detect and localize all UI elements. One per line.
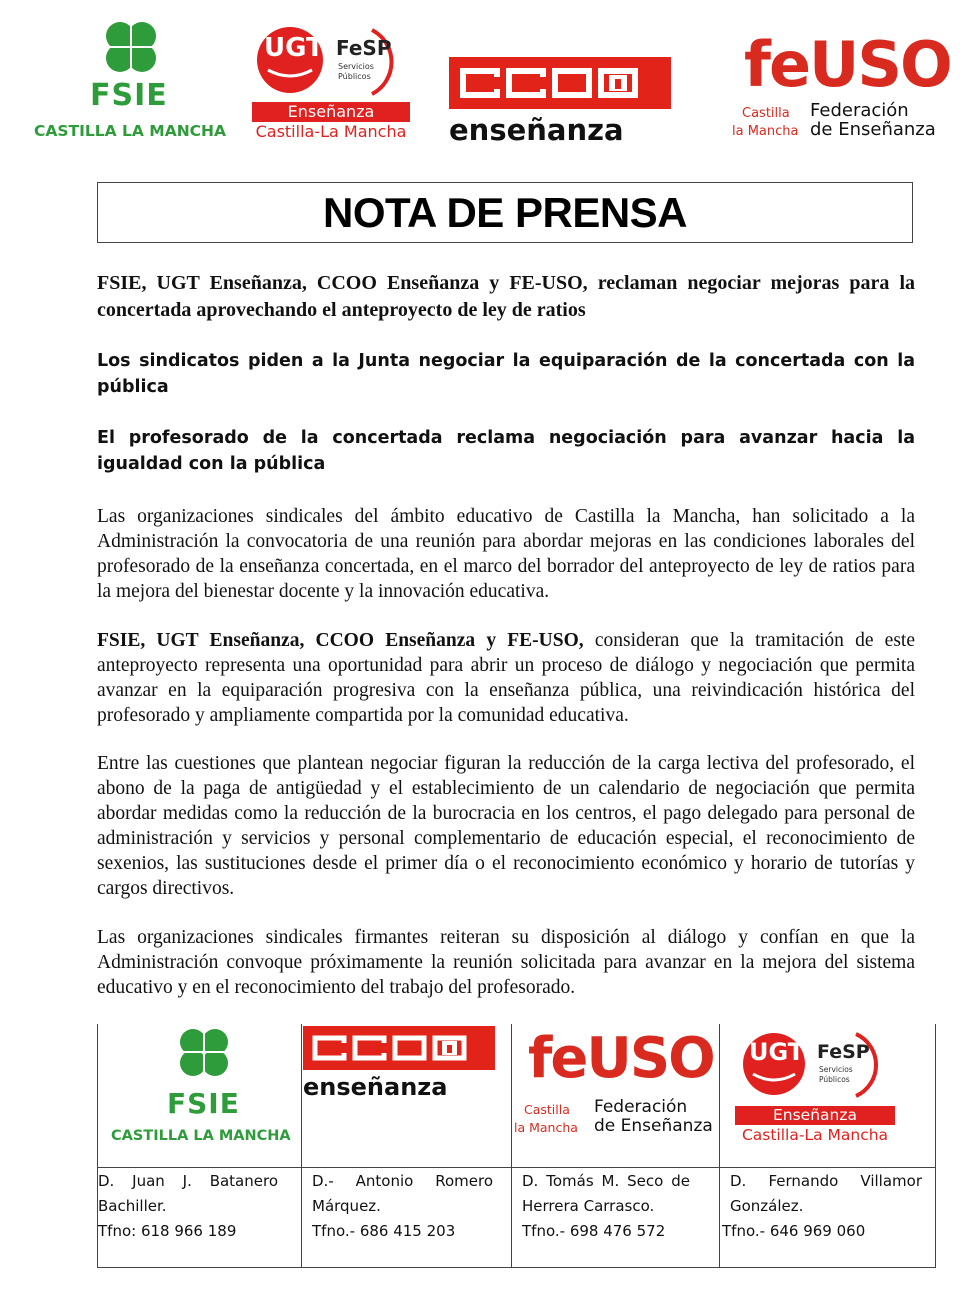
- ccoo-letters-icon: [303, 1026, 495, 1070]
- feuso-fed-2: de Enseñanza: [810, 119, 936, 140]
- sig-logo-fsie: [97, 1024, 301, 1167]
- feuso-logo-text: feUSO: [528, 1026, 714, 1091]
- paragraph-2: [97, 628, 915, 728]
- paragraph-3: Entre las cuestiones que plantean negociar figuran la reducción de la carga lectiva del profesorado, el abono de la paga de antigüedad y el establecimiento de un calendario de negociación que permita abordar medidas como la reducción de la burocracia en los centros, el pago delegado para personal de administración y servicios y personal complementario de educación especial, el reconocimiento de sexenios, las sustituciones desde el primer día o el reconocimiento económico y horario de tutorías y cargos directivos.: [97, 753, 915, 899]
- signatory-4: [722, 1168, 922, 1244]
- paragraph-1: Las organizaciones sindicales del ámbito educativo de Castilla la Mancha, han solicitado a la Administración la convocatoria de una reunión para abordar mejoras en las condiciones laborales del profesorado de la enseñanza concertada, en el marco del borrador del anteproyecto de ley de ratios para la mejora del bienestar docente y la innovación educativa.: [97, 506, 915, 602]
- signatory-1: [98, 1168, 278, 1244]
- clover-icon: [96, 20, 166, 82]
- feuso-region-1: Castilla: [524, 1102, 570, 1117]
- table-border-right: [935, 1024, 936, 1268]
- feuso-region-2: la Mancha: [732, 124, 799, 139]
- fsie-logo-text: FSIE: [167, 1087, 240, 1120]
- ccoo-logo-word: enseñanza: [303, 1073, 448, 1101]
- headline-1: [97, 270, 915, 324]
- signatory-2-name: D.- Antonio Romero Márquez.: [312, 1172, 493, 1215]
- ugt-logo-region: Castilla-La Mancha: [255, 122, 407, 141]
- signatory-3-name: D. Tomás M. Seco de Herrera Carrasco.: [522, 1172, 690, 1215]
- feuso-fed-2: de Enseñanza: [594, 1116, 713, 1136]
- ugt-logo-band: Enseñanza: [735, 1106, 895, 1125]
- fesp-sub-1: Servicios: [819, 1065, 853, 1074]
- title-box: [97, 182, 913, 243]
- feuso-fed-1: Federación: [594, 1097, 688, 1117]
- ccoo-letters-icon: [449, 57, 671, 109]
- paragraph-2-rest: consideran que la tramitación de este anteproyecto representa una oportunidad para abrir un proceso de diálogo y negociación que permita avanzar en la equiparación progresiva con la enseñanza pública, una reivindicación histórica del profesorado y ampliamente compartida por la comunidad educativa.: [97, 630, 915, 726]
- fsie-logo-region: CASTILLA LA MANCHA: [111, 1128, 291, 1144]
- fesp-sub-1: Servicios: [338, 62, 374, 71]
- headline-3: El profesorado de la concertada reclama negociación para avanzar hacia la igualdad con la pública: [97, 428, 915, 474]
- ugt-logo-region: Castilla-La Mancha: [741, 1126, 889, 1144]
- feuso-region-1: Castilla: [742, 106, 790, 121]
- signatory-3-phone: Tfno.- 698 476 572: [522, 1222, 666, 1240]
- signatory-1-name: D. Juan J. Batanero Bachiller.: [98, 1172, 278, 1215]
- paragraph-4: Las organizaciones sindicales firmantes reiteran su disposición al diálogo y confían en que la Administración convoque próximamente la reunión solicitada para avanzar en la mejora del sistema educativo y en el reconocimiento del trabajo del profesorado.: [97, 927, 915, 998]
- ccoo-logo: [449, 57, 671, 147]
- signature-table: [97, 1024, 936, 1268]
- ugt-logo-text: UGT: [749, 1038, 805, 1066]
- fsie-logo-region: CASTILLA LA MANCHA: [34, 122, 227, 140]
- feuso-logo-text: feUSO: [744, 28, 951, 101]
- fsie-logo: [34, 18, 229, 143]
- sig-logo-ugt: [720, 1024, 935, 1167]
- fesp-sub-2: Públicos: [338, 72, 371, 81]
- signatory-4-name: D. Fernando Villamor González.: [730, 1172, 922, 1215]
- headline-1-text: FSIE, UGT Enseñanza, CCOO Enseñanza y FE-USO, reclaman negociar mejoras para la concertada aprovechando el anteproyecto de ley de ratios: [97, 272, 915, 321]
- sig-logo-feuso: [512, 1024, 719, 1167]
- clover-icon: [171, 1027, 237, 1085]
- sig-logo-ccoo: [302, 1024, 511, 1167]
- fesp-logo-text: FeSP: [336, 36, 392, 60]
- paragraph-2-bold: FSIE, UGT Enseñanza, CCOO Enseñanza y FE-USO,: [97, 630, 584, 651]
- headline-2: Los sindicatos piden a la Junta negociar la equiparación de la concertada con la pública: [97, 351, 915, 397]
- signatory-4-phone: Tfno.- 646 969 060: [722, 1222, 866, 1240]
- header-logos: [0, 18, 975, 148]
- ugt-logo-text: UGT: [264, 33, 324, 63]
- fsie-logo-text: FSIE: [90, 78, 168, 113]
- feuso-region-2: la Mancha: [514, 1120, 578, 1135]
- feuso-logo: [730, 28, 951, 142]
- table-border-bottom: [97, 1267, 936, 1268]
- ugt-logo-band: Enseñanza: [252, 102, 410, 122]
- ccoo-logo-word: enseñanza: [449, 113, 624, 147]
- signatory-3: [522, 1168, 690, 1244]
- signatory-2-phone: Tfno.- 686 415 203: [312, 1222, 456, 1240]
- signatory-1-phone: Tfno: 618 966 189: [98, 1222, 237, 1240]
- signatory-2: [312, 1168, 493, 1244]
- page-title: NOTA DE PRENSA: [322, 188, 688, 236]
- feuso-fed-1: Federación: [810, 100, 909, 121]
- fesp-sub-2: Públicos: [819, 1075, 850, 1084]
- ugt-logo: [252, 22, 412, 142]
- fesp-logo-text: FeSP: [817, 1041, 870, 1063]
